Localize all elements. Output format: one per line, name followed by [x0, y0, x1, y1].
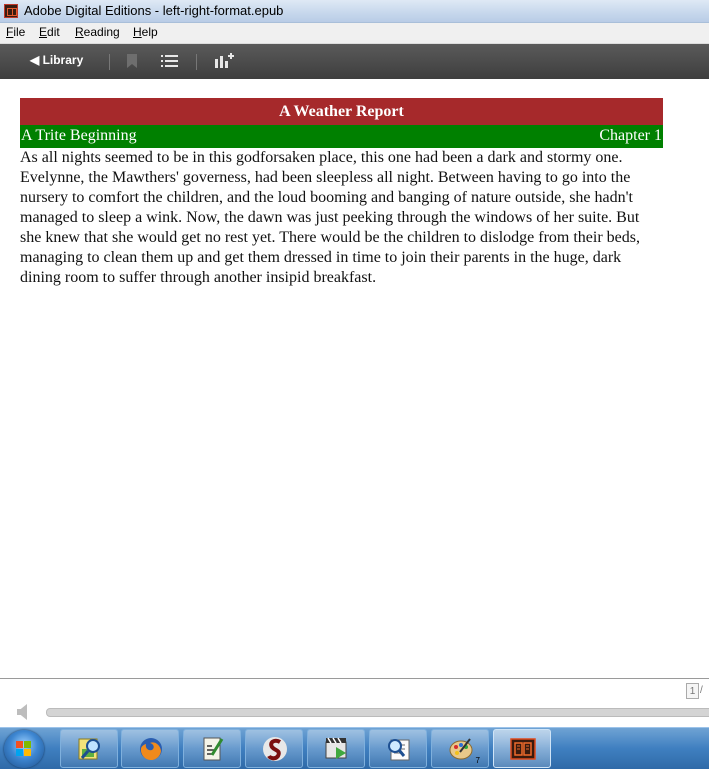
taskbar-image-viewer[interactable] — [369, 729, 427, 768]
windows-logo-icon — [16, 741, 32, 756]
paint-window-count: 7 — [475, 756, 480, 765]
taskbar-text-editor[interactable] — [183, 729, 241, 768]
reading-pane[interactable] — [0, 79, 709, 678]
menu-file-mnemonic: F — [6, 25, 14, 39]
search-magnifier-icon — [77, 736, 103, 762]
add-chart-icon[interactable] — [215, 53, 234, 68]
bookmark-icon[interactable] — [127, 54, 137, 68]
menu-help-mnemonic: H — [133, 25, 142, 39]
book-paragraph: As all nights seemed to be in this godforsaken place, this one had been a dark and stormy one. Evelynne, the Mawthers' governess, had been sleepless all night. Between having to go into the nursery to comfort the children, and the loud booming and banging of nature outside, she hadn't managed to sleep a wink. Now, the dawn was just peeking through the windows of her suite. But she knew that she would get no rest yet. There would be the children to dislodge from their beds, managing to clean them up and get them dressed in time to join their parents in the huge, dark dining room to suffer through another insipid breakfast. — [20, 149, 640, 286]
text-editor-icon — [200, 736, 226, 762]
digital-editions-icon — [510, 736, 536, 762]
windows-taskbar — [0, 727, 709, 769]
menu-help[interactable] — [133, 25, 158, 39]
menu-help-label: elp — [141, 25, 158, 39]
menu-edit-label: dit — [47, 25, 60, 39]
menu-reading[interactable] — [75, 25, 120, 39]
page-separator: / — [700, 685, 703, 696]
menu-reading-mnemonic: R — [75, 25, 84, 39]
digital-editions-app-icon — [4, 4, 18, 18]
page-number-field[interactable]: 1 — [686, 683, 699, 699]
title-bar — [0, 0, 709, 23]
media-player-icon — [324, 736, 350, 762]
taskbar-search-app[interactable] — [60, 729, 118, 768]
toolbar-divider — [196, 54, 197, 70]
s-app-icon — [262, 736, 288, 762]
reader-toolbar — [0, 44, 709, 79]
menu-bar — [0, 23, 709, 44]
menu-edit[interactable] — [39, 25, 60, 39]
section-header-band — [20, 125, 663, 148]
paint-icon — [448, 736, 474, 762]
menu-file-label: ile — [13, 25, 26, 39]
section-title: A Trite Beginning — [21, 127, 137, 144]
taskbar-media-player[interactable] — [307, 729, 365, 768]
start-button[interactable] — [4, 730, 44, 768]
content-divider — [0, 678, 709, 679]
firefox-icon — [138, 736, 164, 762]
taskbar-firefox[interactable] — [121, 729, 179, 768]
menu-edit-mnemonic: E — [39, 25, 48, 39]
menu-reading-label: eading — [83, 25, 120, 39]
chapter-label: Chapter 1 — [599, 127, 662, 144]
back-arrow-icon[interactable] — [17, 704, 27, 720]
page-scrollbar[interactable] — [46, 708, 709, 717]
window-title: Adobe Digital Editions - left-right-format.epub — [24, 3, 284, 18]
table-of-contents-icon[interactable] — [161, 55, 178, 67]
taskbar-paint[interactable] — [431, 729, 489, 768]
taskbar-digital-editions[interactable] — [493, 729, 551, 768]
book-title-band: A Weather Report — [20, 98, 663, 125]
menu-file[interactable] — [6, 25, 25, 39]
library-button[interactable]: ◀ Library — [30, 53, 84, 67]
image-viewer-icon — [386, 736, 412, 762]
taskbar-s-app[interactable] — [245, 729, 303, 768]
toolbar-divider — [109, 54, 110, 70]
